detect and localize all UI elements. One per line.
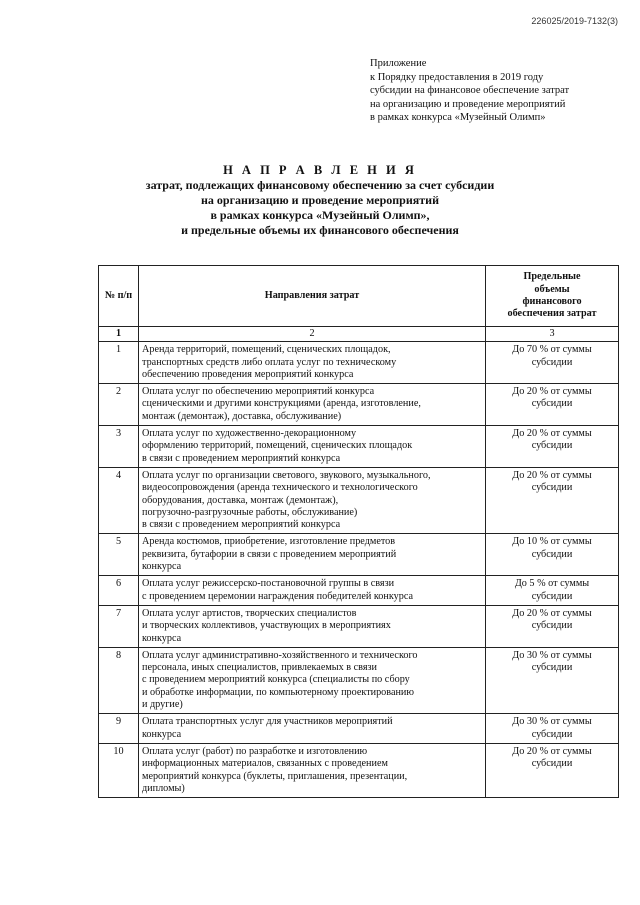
direction-line: оборудования, доставка, монтаж (демонтаж), bbox=[142, 494, 339, 506]
direction-line: Оплата услуг режиссерско-постановочной группы в связи bbox=[142, 578, 395, 590]
direction-line: Аренда территорий, помещений, сценических площадок, bbox=[142, 344, 391, 356]
row-limit bbox=[486, 534, 619, 576]
title-heading: Н А П Р А В Л Е Н И Я bbox=[223, 163, 417, 177]
row-direction bbox=[139, 467, 486, 533]
direction-line: дипломы) bbox=[142, 782, 185, 794]
direction-line: в связи с проведением мероприятий конкурса bbox=[142, 519, 341, 531]
limit-line: До 30 % от суммы bbox=[512, 649, 592, 661]
header-limit-line: Предельные bbox=[523, 271, 581, 283]
limit-line: субсидии bbox=[531, 398, 573, 410]
column-number: 3 bbox=[486, 327, 619, 342]
appendix-line: в рамках конкурса «Музейный Олимп» bbox=[370, 112, 546, 123]
limit-line: До 5 % от суммы bbox=[514, 578, 590, 590]
appendix-line: субсидии на финансовое обеспечение затрат bbox=[370, 85, 570, 96]
direction-line: и обработке информации, по компьютерному проектированию bbox=[142, 686, 414, 698]
direction-line: погрузочно-разгрузочные работы, обслуживание) bbox=[142, 506, 358, 518]
limit-line: субсидии bbox=[531, 620, 573, 632]
row-limit bbox=[486, 576, 619, 606]
row-direction bbox=[139, 534, 486, 576]
row-direction bbox=[139, 384, 486, 426]
table-row bbox=[99, 605, 619, 647]
limit-line: До 70 % от суммы bbox=[512, 344, 592, 356]
direction-line: с проведением церемонии награждения победителей конкурса bbox=[142, 590, 413, 602]
direction-line: видеосопровождения (аренда технического и технологического bbox=[142, 482, 418, 494]
direction-line: конкурса bbox=[142, 632, 182, 644]
direction-line: оформлению территорий, помещений, сценических площадок bbox=[142, 440, 413, 452]
direction-line: и творческих коллективов, участвующих в мероприятиях bbox=[142, 620, 391, 632]
table-body bbox=[99, 342, 619, 798]
limit-line: До 20 % от суммы bbox=[512, 607, 592, 619]
direction-line: монтаж (демонтаж), доставка, обслуживание) bbox=[142, 410, 342, 422]
limit-line: субсидии bbox=[531, 482, 573, 494]
table-row bbox=[99, 576, 619, 606]
row-number: 2 bbox=[99, 384, 139, 426]
direction-line: Оплата услуг по организации светового, звукового, музыкального, bbox=[142, 469, 431, 481]
row-limit bbox=[486, 342, 619, 384]
row-direction bbox=[139, 714, 486, 744]
direction-line: Оплата услуг (работ) по разработке и изготовлению bbox=[142, 745, 368, 757]
row-direction bbox=[139, 342, 486, 384]
row-number: 8 bbox=[99, 647, 139, 713]
cost-directions-table bbox=[98, 265, 619, 798]
table-row bbox=[99, 384, 619, 426]
document-title bbox=[0, 163, 640, 238]
table-header-row bbox=[99, 266, 619, 327]
title-line: в рамках конкурса «Музейный Олимп», bbox=[210, 208, 430, 222]
table-row bbox=[99, 426, 619, 468]
limit-line: субсидии bbox=[531, 440, 573, 452]
row-limit bbox=[486, 467, 619, 533]
row-limit bbox=[486, 426, 619, 468]
header-limit-line: обеспечения затрат bbox=[507, 308, 597, 320]
column-number: 2 bbox=[139, 327, 486, 342]
header-limit-line: финансового bbox=[522, 296, 582, 307]
column-number: 1 bbox=[99, 327, 139, 342]
title-line: затрат, подлежащих финансовому обеспечению за счет субсидии bbox=[145, 178, 495, 192]
limit-line: субсидии bbox=[531, 590, 573, 602]
row-limit bbox=[486, 384, 619, 426]
table-row bbox=[99, 647, 619, 713]
appendix-line: Приложение bbox=[370, 58, 427, 69]
direction-line: и другие) bbox=[142, 699, 183, 711]
limit-line: субсидии bbox=[531, 662, 573, 674]
document-number: 226025/2019-7132(3) bbox=[531, 16, 618, 26]
direction-line: Оплата услуг административно-хозяйственного и технического bbox=[142, 649, 418, 661]
title-line: на организацию и проведение мероприятий bbox=[201, 193, 439, 207]
direction-line: реквизита, бутафории в связи с проведением мероприятий bbox=[142, 548, 397, 560]
row-direction bbox=[139, 743, 486, 797]
row-direction bbox=[139, 605, 486, 647]
appendix-line: к Порядку предоставления в 2019 году bbox=[370, 71, 544, 83]
row-limit bbox=[486, 714, 619, 744]
limit-line: субсидии bbox=[531, 758, 573, 770]
row-limit bbox=[486, 605, 619, 647]
row-number: 6 bbox=[99, 576, 139, 606]
direction-line: в связи с проведением мероприятий конкурса bbox=[142, 452, 341, 464]
row-number: 4 bbox=[99, 467, 139, 533]
row-number: 5 bbox=[99, 534, 139, 576]
direction-line: Оплата услуг по художественно-декорационному bbox=[142, 428, 357, 440]
direction-line: конкурса bbox=[142, 561, 182, 573]
direction-line: Оплата услуг артистов, творческих специалистов bbox=[142, 607, 357, 619]
row-number: 1 bbox=[99, 342, 139, 384]
direction-line: конкурса bbox=[142, 728, 182, 740]
direction-line: Оплата транспортных услуг для участников мероприятий bbox=[142, 716, 393, 728]
direction-line: транспортных средств либо оплата услуг по техническому bbox=[142, 356, 397, 368]
header-direction: Направления затрат bbox=[139, 266, 486, 327]
table-row bbox=[99, 534, 619, 576]
appendix-line: на организацию и проведение мероприятий bbox=[370, 98, 566, 110]
header-num: № п/п bbox=[99, 266, 139, 327]
row-direction bbox=[139, 426, 486, 468]
limit-line: субсидии bbox=[531, 728, 573, 740]
row-number: 7 bbox=[99, 605, 139, 647]
direction-line: информационных материалов, связанных с проведением bbox=[142, 758, 388, 770]
title-line: и предельные объемы их финансового обеспечения bbox=[181, 223, 459, 237]
direction-line: персонала, иных специалистов, привлекаемых в связи bbox=[142, 662, 377, 674]
row-number: 9 bbox=[99, 714, 139, 744]
table-row bbox=[99, 342, 619, 384]
limit-line: До 10 % от суммы bbox=[512, 536, 592, 548]
row-direction bbox=[139, 647, 486, 713]
limit-line: До 20 % от суммы bbox=[512, 745, 592, 757]
limit-line: субсидии bbox=[531, 356, 573, 368]
direction-line: Аренда костюмов, приобретение, изготовление предметов bbox=[142, 536, 396, 548]
limit-line: субсидии bbox=[531, 548, 573, 560]
limit-line: До 20 % от суммы bbox=[512, 386, 592, 398]
direction-line: обеспечению проведения мероприятий конкурса bbox=[142, 368, 354, 380]
header-limit bbox=[486, 266, 619, 327]
row-number: 3 bbox=[99, 426, 139, 468]
row-direction bbox=[139, 576, 486, 606]
direction-line: мероприятий конкурса (буклеты, приглашения, презентации, bbox=[142, 770, 408, 782]
direction-line: сценическими и другими конструкциями (аренда, изготовление, bbox=[142, 398, 421, 410]
limit-line: До 20 % от суммы bbox=[512, 469, 592, 481]
table-row bbox=[99, 467, 619, 533]
row-limit bbox=[486, 647, 619, 713]
direction-line: с проведением мероприятий конкурса (специалисты по сбору bbox=[142, 674, 410, 686]
column-number-row bbox=[99, 327, 619, 342]
table-row bbox=[99, 743, 619, 797]
row-number: 10 bbox=[99, 743, 139, 797]
limit-line: До 20 % от суммы bbox=[512, 428, 592, 440]
limit-line: До 30 % от суммы bbox=[512, 716, 592, 728]
appendix-note bbox=[370, 57, 620, 125]
direction-line: Оплата услуг по обеспечению мероприятий конкурса bbox=[142, 386, 375, 398]
header-limit-line: объемы bbox=[534, 283, 570, 295]
row-limit bbox=[486, 743, 619, 797]
table-row bbox=[99, 714, 619, 744]
